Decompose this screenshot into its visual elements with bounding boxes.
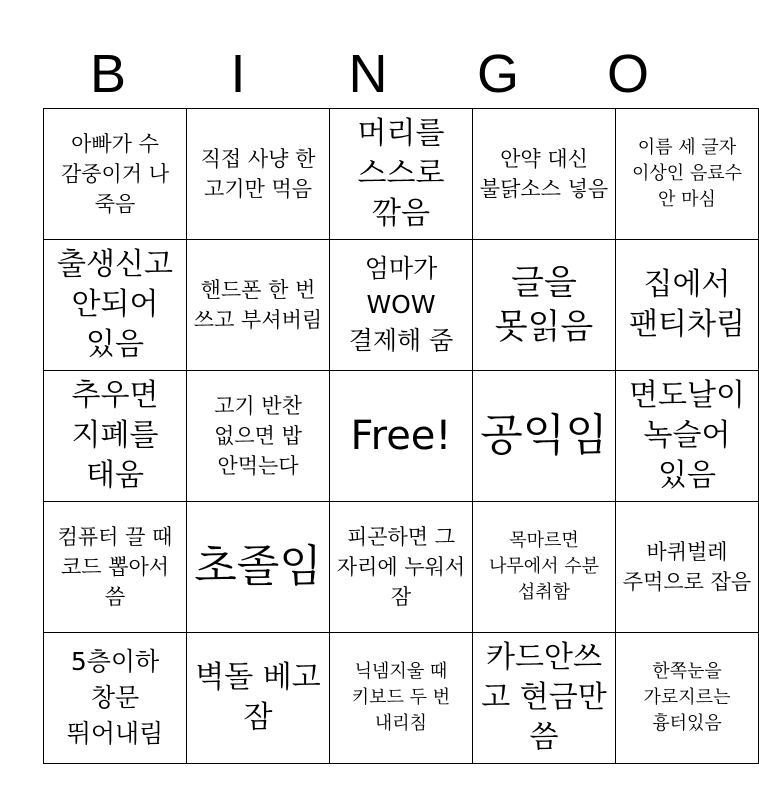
bingo-cell[interactable]: 면도날이 녹슬어 있음 (616, 371, 759, 502)
header-letter-i: I (230, 44, 246, 104)
bingo-row (44, 371, 759, 502)
bingo-cell[interactable]: 바퀴벌레 주먹으로 잡음 (616, 502, 759, 633)
bingo-cell[interactable]: 5층이하 창문 뛰어내림 (44, 633, 187, 764)
bingo-row (44, 633, 759, 764)
bingo-row (44, 109, 759, 240)
bingo-cell[interactable]: 직접 사냥 한 고기만 먹음 (187, 109, 330, 240)
header-letter-o: O (606, 44, 649, 104)
bingo-cell[interactable]: 한쪽눈을 가로지르는 흉터있음 (616, 633, 759, 764)
bingo-cell[interactable]: 이름 세 글자 이상인 음료수 안 마심 (616, 109, 759, 240)
bingo-cell[interactable]: 출생신고 안되어 있음 (44, 240, 187, 371)
bingo-cell[interactable]: 핸드폰 한 번 쓰고 부셔버림 (187, 240, 330, 371)
bingo-cell[interactable]: 공익임 (473, 371, 616, 502)
header-letter-g: G (476, 44, 519, 104)
bingo-row (44, 240, 759, 371)
header-letter-n: N (348, 44, 388, 104)
bingo-cell[interactable]: 고기 반찬 없으면 밥 안먹는다 (187, 371, 330, 502)
bingo-cell[interactable]: 카드안쓰고 현금만 씀 (473, 633, 616, 764)
bingo-cell[interactable]: 벽돌 베고 잠 (187, 633, 330, 764)
bingo-cell[interactable]: 추우면 지폐를 태움 (44, 371, 187, 502)
bingo-cell[interactable]: 닉넴지울 때 키보드 두 번 내리침 (330, 633, 473, 764)
header-letter-b: B (89, 44, 127, 104)
bingo-cell[interactable]: 머리를 스스로 깎음 (330, 109, 473, 240)
bingo-cell[interactable]: 아빠가 수 감중이거 나 죽음 (44, 109, 187, 240)
bingo-cell[interactable]: 컴퓨터 끌 때 코드 뽑아서 씀 (44, 502, 187, 633)
bingo-cell[interactable]: 목마르면 나무에서 수분 섭취함 (473, 502, 616, 633)
bingo-cell[interactable]: 피곤하면 그 자리에 누워서 잠 (330, 502, 473, 633)
bingo-cell[interactable]: 글을 못읽음 (473, 240, 616, 371)
bingo-cell[interactable]: 엄마가 WOW 결제해 줌 (330, 240, 473, 371)
bingo-row (44, 502, 759, 633)
bingo-cell[interactable]: 집에서 팬티차림 (616, 240, 759, 371)
bingo-board (43, 108, 759, 764)
bingo-cell[interactable]: 초졸임 (187, 502, 330, 633)
bingo-cell[interactable]: 안약 대신 불닭소스 넣음 (473, 109, 616, 240)
free-space-cell[interactable]: Free! (330, 371, 473, 502)
bingo-header (43, 40, 693, 108)
